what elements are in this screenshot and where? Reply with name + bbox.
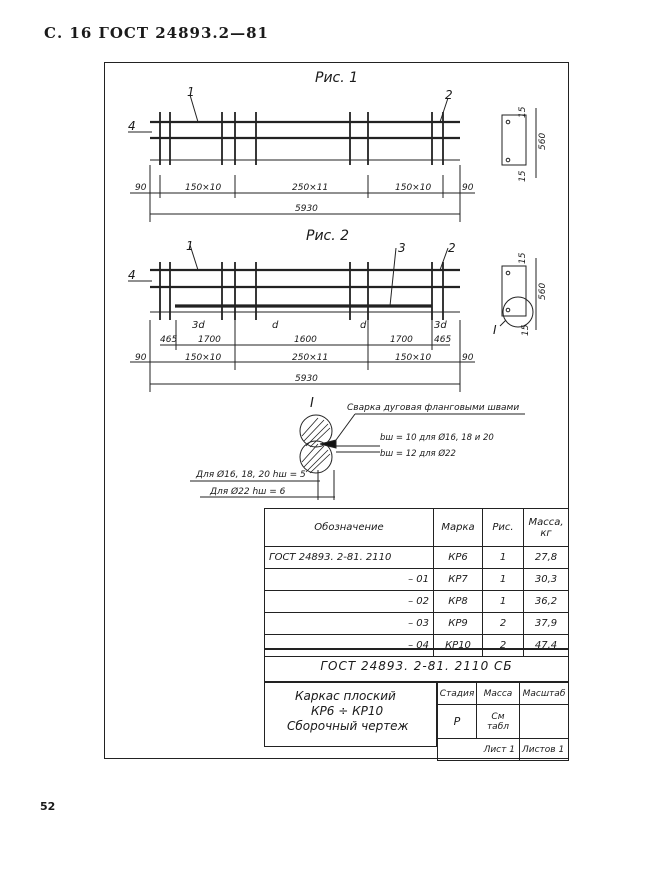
spec-cell-mass: 47,4 <box>524 635 569 657</box>
fig2-callout-2: 2 <box>448 241 456 255</box>
spec-row <box>265 613 569 635</box>
spec-cell-mark: КР10 <box>434 635 483 657</box>
fig1-sec-mid: 560 <box>538 132 548 150</box>
fig2-dim-465-right: 465 <box>434 335 452 345</box>
spec-table <box>264 508 569 657</box>
fig1-dim-total: 5930 <box>295 204 318 214</box>
name-line1: Каркас плоский <box>295 689 396 703</box>
detail-mark: I <box>310 396 314 411</box>
name-line2: КР6 ÷ КР10 <box>311 704 384 718</box>
fig2-dim-1700-left: 1700 <box>198 335 221 345</box>
stage-value: Р <box>438 705 477 739</box>
fig1-callout-2: 2 <box>445 88 453 102</box>
detail-weld-note: Сварка дуговая фланговыми швами <box>347 403 520 413</box>
title-block-code <box>264 649 569 682</box>
stage-label: Стадия <box>438 683 477 705</box>
page-number: 52 <box>40 800 56 813</box>
sheet-label: Лист 1 <box>438 739 520 761</box>
fig1-dim-left: 90 <box>135 183 147 193</box>
scale-value <box>519 705 568 739</box>
fig1-sec-top: 15 <box>518 106 528 118</box>
fig2-sec-bot: 15 <box>521 324 531 336</box>
fig2-dim-total: 5930 <box>295 374 318 384</box>
page-header: С. 16 ГОСТ 24893.2—81 <box>44 24 269 42</box>
fig1-dim-seg2: 250×11 <box>292 183 329 193</box>
sheets-label: Листов 1 <box>519 739 568 761</box>
spec-cell-fig: 2 <box>483 613 524 635</box>
title-block-info <box>437 682 569 761</box>
doc-code: ГОСТ 24893. 2-81. 2110 СБ <box>320 658 513 673</box>
fig2-sec-mid: 560 <box>538 282 548 300</box>
spec-cell-mass: 30,3 <box>524 569 569 591</box>
fig2-dim-seg1: 150×10 <box>185 353 222 363</box>
spec-cell-designation: – 03 <box>265 613 434 635</box>
fig1-callout-1: 1 <box>187 85 195 99</box>
fig2-dim-3d-right: 3d <box>434 320 447 331</box>
detail-hw1: Для Ø16, 18, 20 hш = 5 <box>196 470 306 480</box>
fig2-callout-3: 3 <box>398 241 406 255</box>
fig2-title: Рис. 2 <box>306 228 350 244</box>
spec-cell-designation: – 04 <box>265 635 434 657</box>
title-block-name <box>264 682 437 747</box>
fig2-dim-d-mid: d <box>360 320 367 331</box>
spec-header-mark: Марка <box>434 509 483 547</box>
spec-cell-designation: – 01 <box>265 569 434 591</box>
spec-header-fig: Рис. <box>483 509 524 547</box>
spec-cell-mark: КР8 <box>434 591 483 613</box>
spec-cell-mark: КР7 <box>434 569 483 591</box>
fig2-detail-mark: I <box>493 323 497 337</box>
fig1-title: Рис. 1 <box>315 70 359 86</box>
spec-row <box>265 547 569 569</box>
fig1-dim-seg3: 150×10 <box>395 183 432 193</box>
spec-cell-mass: 27,8 <box>524 547 569 569</box>
spec-cell-mark: КР9 <box>434 613 483 635</box>
spec-header-mass: Масса, кг <box>524 509 569 547</box>
fig2-dim-right: 90 <box>462 353 474 363</box>
spec-header-designation: Обозначение <box>265 509 434 547</box>
spec-row <box>265 569 569 591</box>
fig2-callout-4: 4 <box>128 268 136 282</box>
detail-bw1: bш = 10 для Ø16, 18 и 20 <box>380 433 494 443</box>
fig2-dim-1600: 1600 <box>294 335 317 345</box>
spec-cell-fig: 1 <box>483 569 524 591</box>
fig1-callout-4: 4 <box>128 119 136 133</box>
fig2-dim-3d-left: 3d <box>192 320 205 331</box>
spec-cell-fig: 2 <box>483 635 524 657</box>
fig2-dim-seg3: 150×10 <box>395 353 432 363</box>
fig2-dim-d-left: d <box>272 320 279 331</box>
fig2-dim-seg2: 250×11 <box>292 353 329 363</box>
fig2-dim-465-left: 465 <box>160 335 178 345</box>
spec-cell-fig: 1 <box>483 591 524 613</box>
fig2-callout-1: 1 <box>186 239 194 253</box>
fig2-dim-1700-right: 1700 <box>390 335 413 345</box>
fig2-dim-left: 90 <box>135 353 147 363</box>
spec-cell-mass: 36,2 <box>524 591 569 613</box>
spec-row <box>265 591 569 613</box>
detail-hw2: Для Ø22 hш = 6 <box>210 487 286 497</box>
mass-label: Масса <box>476 683 519 705</box>
fig1-sec-bot: 15 <box>518 170 528 182</box>
fig1-dim-seg1: 150×10 <box>185 183 222 193</box>
spec-cell-mark: КР6 <box>434 547 483 569</box>
mass-value: См табл <box>476 705 519 739</box>
name-line3: Сборочный чертеж <box>287 719 409 733</box>
spec-cell-designation: – 02 <box>265 591 434 613</box>
scale-label: Масштаб <box>519 683 568 705</box>
spec-cell-fig: 1 <box>483 547 524 569</box>
detail-bw2: bш = 12 для Ø22 <box>380 449 456 459</box>
fig2-sec-top: 15 <box>518 252 528 264</box>
spec-cell-designation: ГОСТ 24893. 2-81. 2110 <box>265 547 434 569</box>
fig1-dim-right: 90 <box>462 183 474 193</box>
spec-cell-mass: 37,9 <box>524 613 569 635</box>
